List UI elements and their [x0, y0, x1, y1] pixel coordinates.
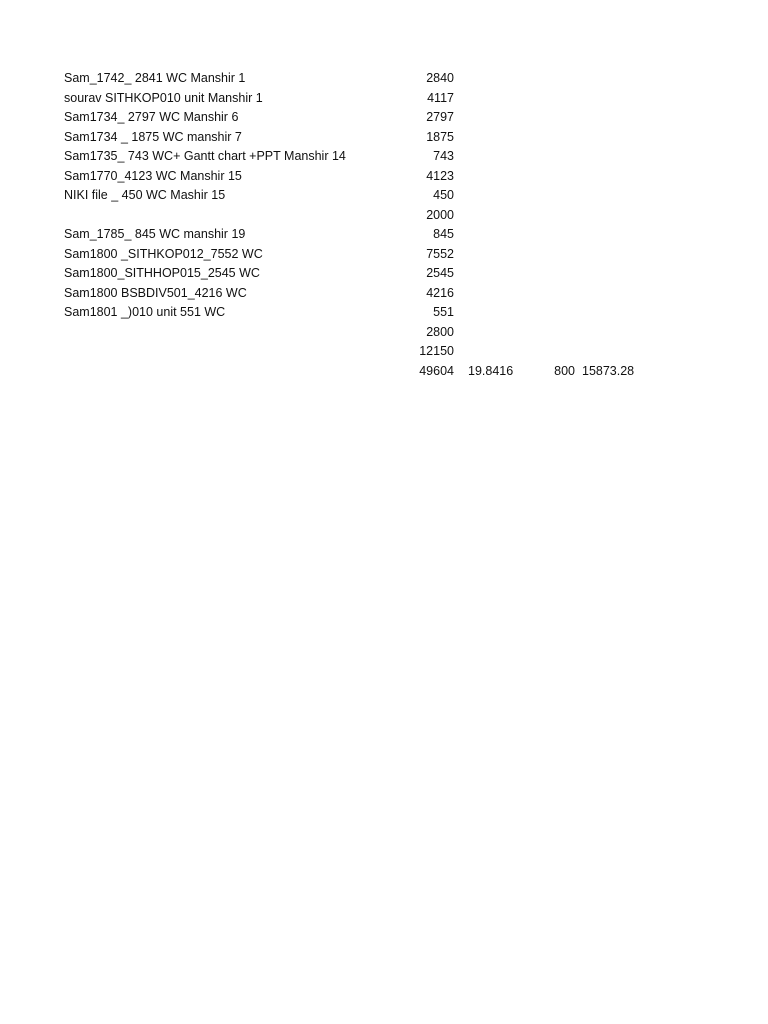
row-label: Sam1801 _)010 unit 551 WC	[64, 305, 226, 319]
row-amount: 450	[433, 188, 454, 202]
row-label: Sam_1742_ 2841 WC Manshir 1	[64, 71, 246, 85]
row-amount: 2797	[426, 110, 454, 124]
table-row	[0, 89, 768, 109]
table-row	[0, 128, 768, 148]
row-amount: 551	[433, 305, 454, 319]
row-amount: 4216	[426, 285, 454, 300]
table-row	[0, 206, 768, 226]
row-label: Sam_1785_ 845 WC manshir 19	[64, 227, 246, 241]
table-row	[0, 323, 768, 343]
table-row	[0, 147, 768, 167]
row-amount: 2840	[426, 71, 454, 85]
row-amount: 743	[433, 149, 454, 163]
row-label: sourav SITHKOP010 unit Manshir 1	[64, 90, 263, 105]
row-label: Sam1735_ 743 WC+ Gantt chart +PPT Manshir 14	[64, 149, 346, 163]
row-amount: 4123	[426, 168, 454, 183]
summary-qty: 800	[554, 363, 575, 378]
table-row	[0, 264, 768, 284]
summary-total: 49604	[419, 363, 454, 378]
table-row	[0, 284, 768, 304]
row-label: Sam1734 _ 1875 WC manshir 7	[64, 129, 242, 144]
summary-row	[0, 362, 768, 382]
row-amount: 2000	[426, 207, 454, 222]
row-amount: 1875	[426, 129, 454, 144]
row-amount: 2545	[426, 266, 454, 280]
row-amount: 7552	[426, 246, 454, 261]
row-amount: 2800	[426, 324, 454, 339]
row-amount: 845	[433, 227, 454, 241]
row-label: Sam1800 _SITHKOP012_7552 WC	[64, 246, 263, 261]
spreadsheet	[0, 69, 768, 381]
summary-rate: 19.8416	[468, 363, 514, 378]
table-row	[0, 186, 768, 206]
table-row	[0, 303, 768, 323]
row-label: Sam1800 BSBDIV501_4216 WC	[64, 285, 247, 300]
row-label: Sam1734_ 2797 WC Manshir 6	[64, 110, 239, 124]
table-row	[0, 225, 768, 245]
table-row	[0, 69, 768, 89]
table-row	[0, 342, 768, 362]
table-row	[0, 245, 768, 265]
summary-grand-total: 15873.28	[582, 363, 635, 378]
row-amount: 12150	[419, 344, 454, 358]
row-label: Sam1770_4123 WC Manshir 15	[64, 168, 242, 183]
row-label: NIKI file _ 450 WC Mashir 15	[64, 188, 226, 202]
table-row	[0, 108, 768, 128]
table-row	[0, 167, 768, 187]
row-amount: 4117	[427, 90, 454, 105]
row-label: Sam1800_SITHHOP015_2545 WC	[64, 266, 260, 280]
